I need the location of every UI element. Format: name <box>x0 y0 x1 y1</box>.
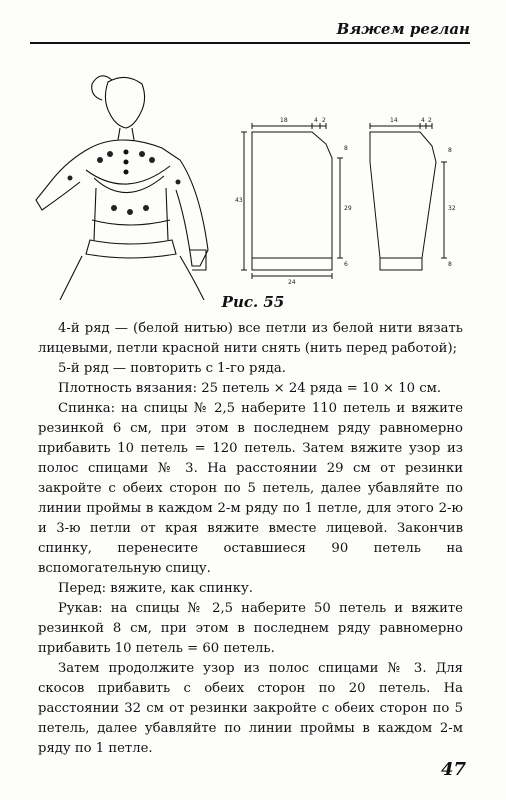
paragraph: Рукав: на спицы № 2,5 наберите 50 петель и вяжите резинкой 8 см, при этом в последнем ряду равномерно прибавить 10 петель = 60 петель. <box>38 601 463 656</box>
svg-text:2: 2 <box>322 117 326 124</box>
paragraph: Перед: вяжите, как спинку. <box>58 581 253 596</box>
svg-text:6: 6 <box>344 261 348 268</box>
svg-text:8: 8 <box>344 145 348 152</box>
svg-text:8: 8 <box>448 147 452 154</box>
figure-caption: Рис. 55 <box>221 293 285 311</box>
back-schematic <box>241 123 343 279</box>
svg-text:2: 2 <box>428 117 432 124</box>
sleeve-schematic <box>370 123 447 270</box>
svg-text:4: 4 <box>421 117 425 124</box>
paragraph: 4-й ряд — (белой нитью) все петли из белой нити вязать лицевыми, петли красной нити снять (нить перед работой); <box>38 321 463 356</box>
sleeve-dimension-labels <box>390 117 456 268</box>
svg-text:8: 8 <box>448 261 452 268</box>
paragraph: Спинка: на спицы № 2,5 наберите 110 петель и вяжите резинкой 6 см, при этом в последнем ряду равномерно прибавить 10 петель = 120 петель. Затем вяжите узор из полос спицами № 3. На расстоянии 29 см от резинки закройте с обеих сторон по 5 петель, далее убавляйте по линии проймы в каждом 2-м ряду по 1 петле, для этого 2-ю и 3-ю петли от края вяжите вместе лицевой. Закончив спинку, перенесите оставшиеся 90 петель на вспомогательную спицу. <box>38 401 463 576</box>
woman-sweater-sketch <box>36 76 208 300</box>
figure-illustration <box>30 70 470 300</box>
header-rule <box>30 42 470 44</box>
svg-text:4: 4 <box>314 117 318 124</box>
paragraph: Затем продолжите узор из полос спицами № 3. Для скосов прибавить с обеих сторон по 20 петель. На расстоянии 32 см от резинки закройте с обеих сторон по 5 петель, далее убавляйте по линии проймы в каждом 2-м ряду по 1 петле. <box>38 661 463 756</box>
svg-text:14: 14 <box>390 117 398 124</box>
svg-text:24: 24 <box>288 279 296 286</box>
running-header <box>30 20 470 48</box>
back-dimension-labels <box>235 117 352 286</box>
svg-text:29: 29 <box>344 205 352 212</box>
svg-text:18: 18 <box>280 117 288 124</box>
body-text <box>38 319 463 759</box>
page-number: 47 <box>440 759 466 780</box>
header-title: Вяжем реглан <box>331 20 470 38</box>
svg-text:32: 32 <box>448 205 456 212</box>
svg-text:43: 43 <box>235 197 243 204</box>
paragraph: Плотность вязания: 25 петель × 24 ряда = 10 × 10 см. <box>58 381 442 396</box>
paragraph: 5-й ряд — повторить с 1-го ряда. <box>58 361 286 376</box>
